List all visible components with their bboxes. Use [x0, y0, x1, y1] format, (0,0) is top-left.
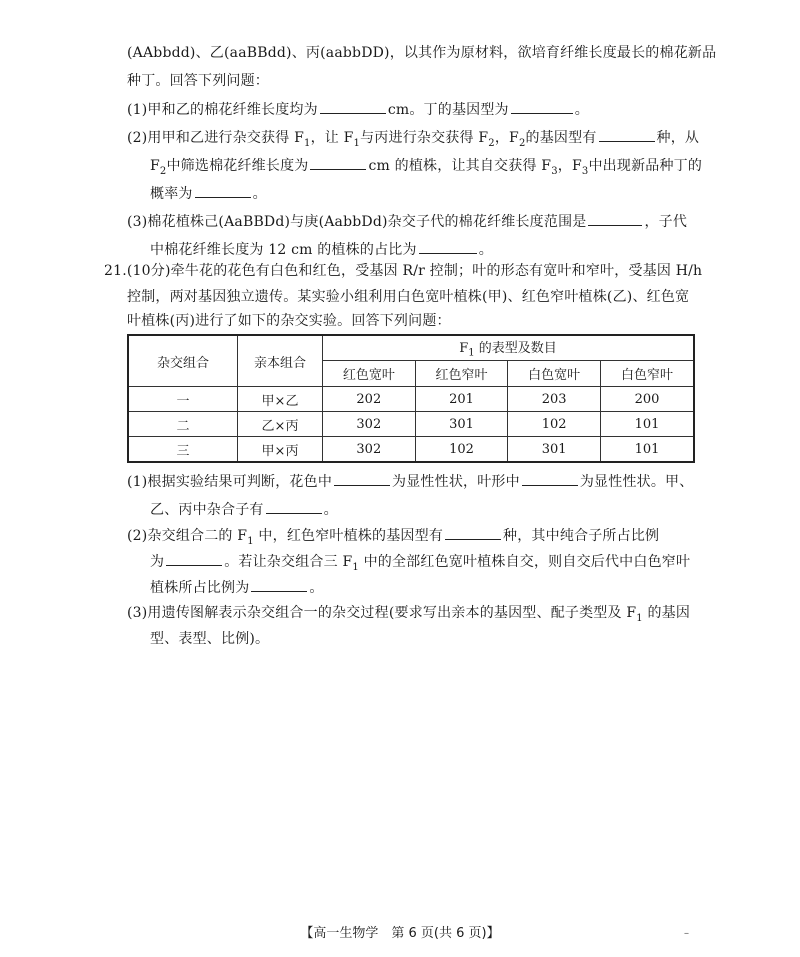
subscript: 3 — [581, 165, 589, 177]
text: 的基因 — [642, 605, 691, 621]
count-cell: 302 — [323, 412, 416, 437]
q20-part2-line3 — [150, 183, 267, 204]
text: 的表型及数目 — [474, 341, 557, 357]
q20-part3-line2 — [150, 239, 493, 260]
subscript: 1 — [304, 137, 311, 149]
count-cell: 201 — [415, 387, 508, 412]
text: cm 的植株，让其自交获得 F — [368, 158, 552, 174]
q21-part1-line2 — [150, 499, 338, 520]
text: 。 — [309, 580, 324, 596]
q21-line3: 叶植株(丙)进行了如下的杂交实验。回答下列问题： — [127, 313, 451, 329]
subscript: 1 — [352, 561, 359, 573]
count-cell: 101 — [600, 412, 694, 437]
count-cell: 203 — [508, 387, 601, 412]
q20-part2-line2 — [150, 155, 702, 182]
text: 中棉花纤维长度为 12 cm 的植株的占比为 — [150, 242, 417, 258]
text: 概率为 — [150, 186, 193, 202]
count-cell: 102 — [508, 412, 601, 437]
phenotype-header: 红色窄叶 — [415, 361, 508, 387]
answer-blank[interactable] — [419, 239, 477, 254]
phenotype-header: 白色宽叶 — [508, 361, 601, 387]
answer-blank[interactable] — [511, 99, 573, 114]
count-cell: 301 — [508, 437, 601, 463]
q21-line2: 控制，两对基因独立遗传。某实验小组利用白色宽叶植株(甲)、红色窄叶植株(乙)、红色宽 — [127, 289, 690, 305]
text: 的基因型有 — [525, 130, 597, 146]
count-cell: 302 — [323, 437, 416, 463]
text: 植株所占比例为 — [150, 580, 250, 596]
text: (1)甲和乙的棉花纤维长度均为 — [127, 102, 318, 118]
col-header-parents: 亲本组合 — [238, 335, 323, 387]
text: 种，其中纯合子所占比例 — [503, 528, 660, 544]
q21-part3-line1 — [127, 603, 690, 629]
text: (3)用遗传图解表示杂交组合一的杂交过程(要求写出亲本的基因型、配子类型及 F — [127, 605, 637, 621]
answer-blank[interactable] — [445, 525, 501, 540]
phenotype-header: 红色宽叶 — [323, 361, 416, 387]
cross-id: 一 — [128, 387, 238, 412]
count-cell: 200 — [600, 387, 694, 412]
subscript: 1 — [636, 612, 643, 624]
phenotype-header: 白色窄叶 — [600, 361, 694, 387]
cross-id: 三 — [128, 437, 238, 463]
text: (3)棉花植株己(AaBBDd)与庚(AabbDd)杂交子代的棉花纤维长度范围是 — [127, 214, 587, 230]
parents: 甲×乙 — [238, 387, 323, 412]
subscript: 2 — [518, 137, 526, 149]
text: 。 — [252, 186, 267, 202]
text: 。 — [478, 242, 493, 258]
text: 。若让杂交组合三 F — [224, 554, 353, 570]
count-cell: 102 — [415, 437, 508, 463]
text: 中筛选棉花纤维长度为 — [166, 158, 309, 174]
table-row — [128, 387, 694, 412]
subscript: 3 — [551, 165, 558, 177]
corner-mark: – — [684, 928, 689, 939]
table-row — [128, 412, 694, 437]
text: cm。丁的基因型为 — [387, 102, 509, 118]
text: 。 — [323, 502, 338, 518]
answer-blank[interactable] — [251, 577, 307, 592]
text: ，让 F — [310, 130, 354, 146]
text: 中出现新品种丁的 — [588, 158, 703, 174]
count-cell: 301 — [415, 412, 508, 437]
count-cell: 101 — [600, 437, 694, 463]
text: 为显性性状，叶形中 — [392, 474, 520, 490]
q20-part1 — [127, 99, 589, 120]
q21-part1-line1 — [127, 471, 693, 492]
text: 与丙进行杂交获得 F — [360, 130, 489, 146]
answer-blank[interactable] — [334, 471, 390, 486]
table-row — [128, 437, 694, 463]
text: ，F — [557, 158, 582, 174]
text: (1)根据实验结果可判断，花色中 — [127, 474, 333, 490]
subscript: 1 — [468, 347, 475, 359]
answer-blank[interactable] — [310, 155, 366, 170]
count-cell: 202 — [323, 387, 416, 412]
subscript: 1 — [353, 137, 361, 149]
table-header-row — [128, 335, 694, 361]
answer-blank[interactable] — [599, 127, 655, 142]
text: F — [150, 158, 160, 174]
q20-intro-line1: (AAbbdd)、乙(aaBBdd)、丙(aabbDD)，以其作为原材料，欲培育纤维长度最长的棉花新品 — [127, 45, 717, 61]
text: (2)用甲和乙进行杂交获得 F — [127, 130, 304, 146]
answer-blank[interactable] — [588, 211, 642, 226]
text: 。 — [574, 102, 589, 118]
parents: 乙×丙 — [238, 412, 323, 437]
text: 种，从 — [656, 130, 700, 146]
text: ，F — [494, 130, 519, 146]
col-header-cross: 杂交组合 — [128, 335, 238, 387]
parents: 甲×丙 — [238, 437, 323, 463]
subscript: 2 — [488, 137, 495, 149]
answer-blank[interactable] — [320, 99, 386, 114]
q21-part2-line1 — [127, 525, 659, 552]
text: ，子代 — [644, 214, 688, 230]
answer-blank[interactable] — [195, 183, 251, 198]
answer-blank[interactable] — [166, 551, 222, 566]
page-footer: 【高一生物学 第 6 页(共 6 页)】 — [300, 926, 500, 941]
text: 中的全部红色宽叶植株自交，则自交后代中白色窄叶 — [358, 554, 691, 570]
text: 为显性性状。甲、 — [579, 474, 694, 490]
q21-line1: 21.(10分)牵牛花的花色有白色和红色，受基因 R/r 控制；叶的形态有宽叶和窄叶，受基因 H/h — [104, 263, 703, 279]
text: F — [459, 341, 469, 357]
text: 乙、丙中杂合子有 — [150, 502, 264, 518]
q20-part3-line1 — [127, 211, 687, 232]
answer-blank[interactable] — [522, 471, 578, 486]
cross-results-table — [127, 334, 695, 463]
q21-part2-line3 — [150, 577, 324, 598]
q20-part2-line1 — [127, 127, 699, 154]
subscript: 2 — [159, 165, 167, 177]
q21-part3-line2: 型、表型、比例)。 — [150, 631, 270, 647]
answer-blank[interactable] — [266, 499, 322, 514]
text: 为 — [150, 554, 165, 570]
q21-part2-line2 — [150, 551, 690, 578]
cross-id: 二 — [128, 412, 238, 437]
q20-intro-line2: 种丁。回答下列问题： — [127, 73, 269, 89]
text: 中，红色窄叶植株的基因型有 — [253, 528, 444, 544]
subscript: 1 — [247, 535, 254, 547]
col-header-f1 — [323, 335, 695, 361]
text: (2)杂交组合二的 F — [127, 528, 248, 544]
